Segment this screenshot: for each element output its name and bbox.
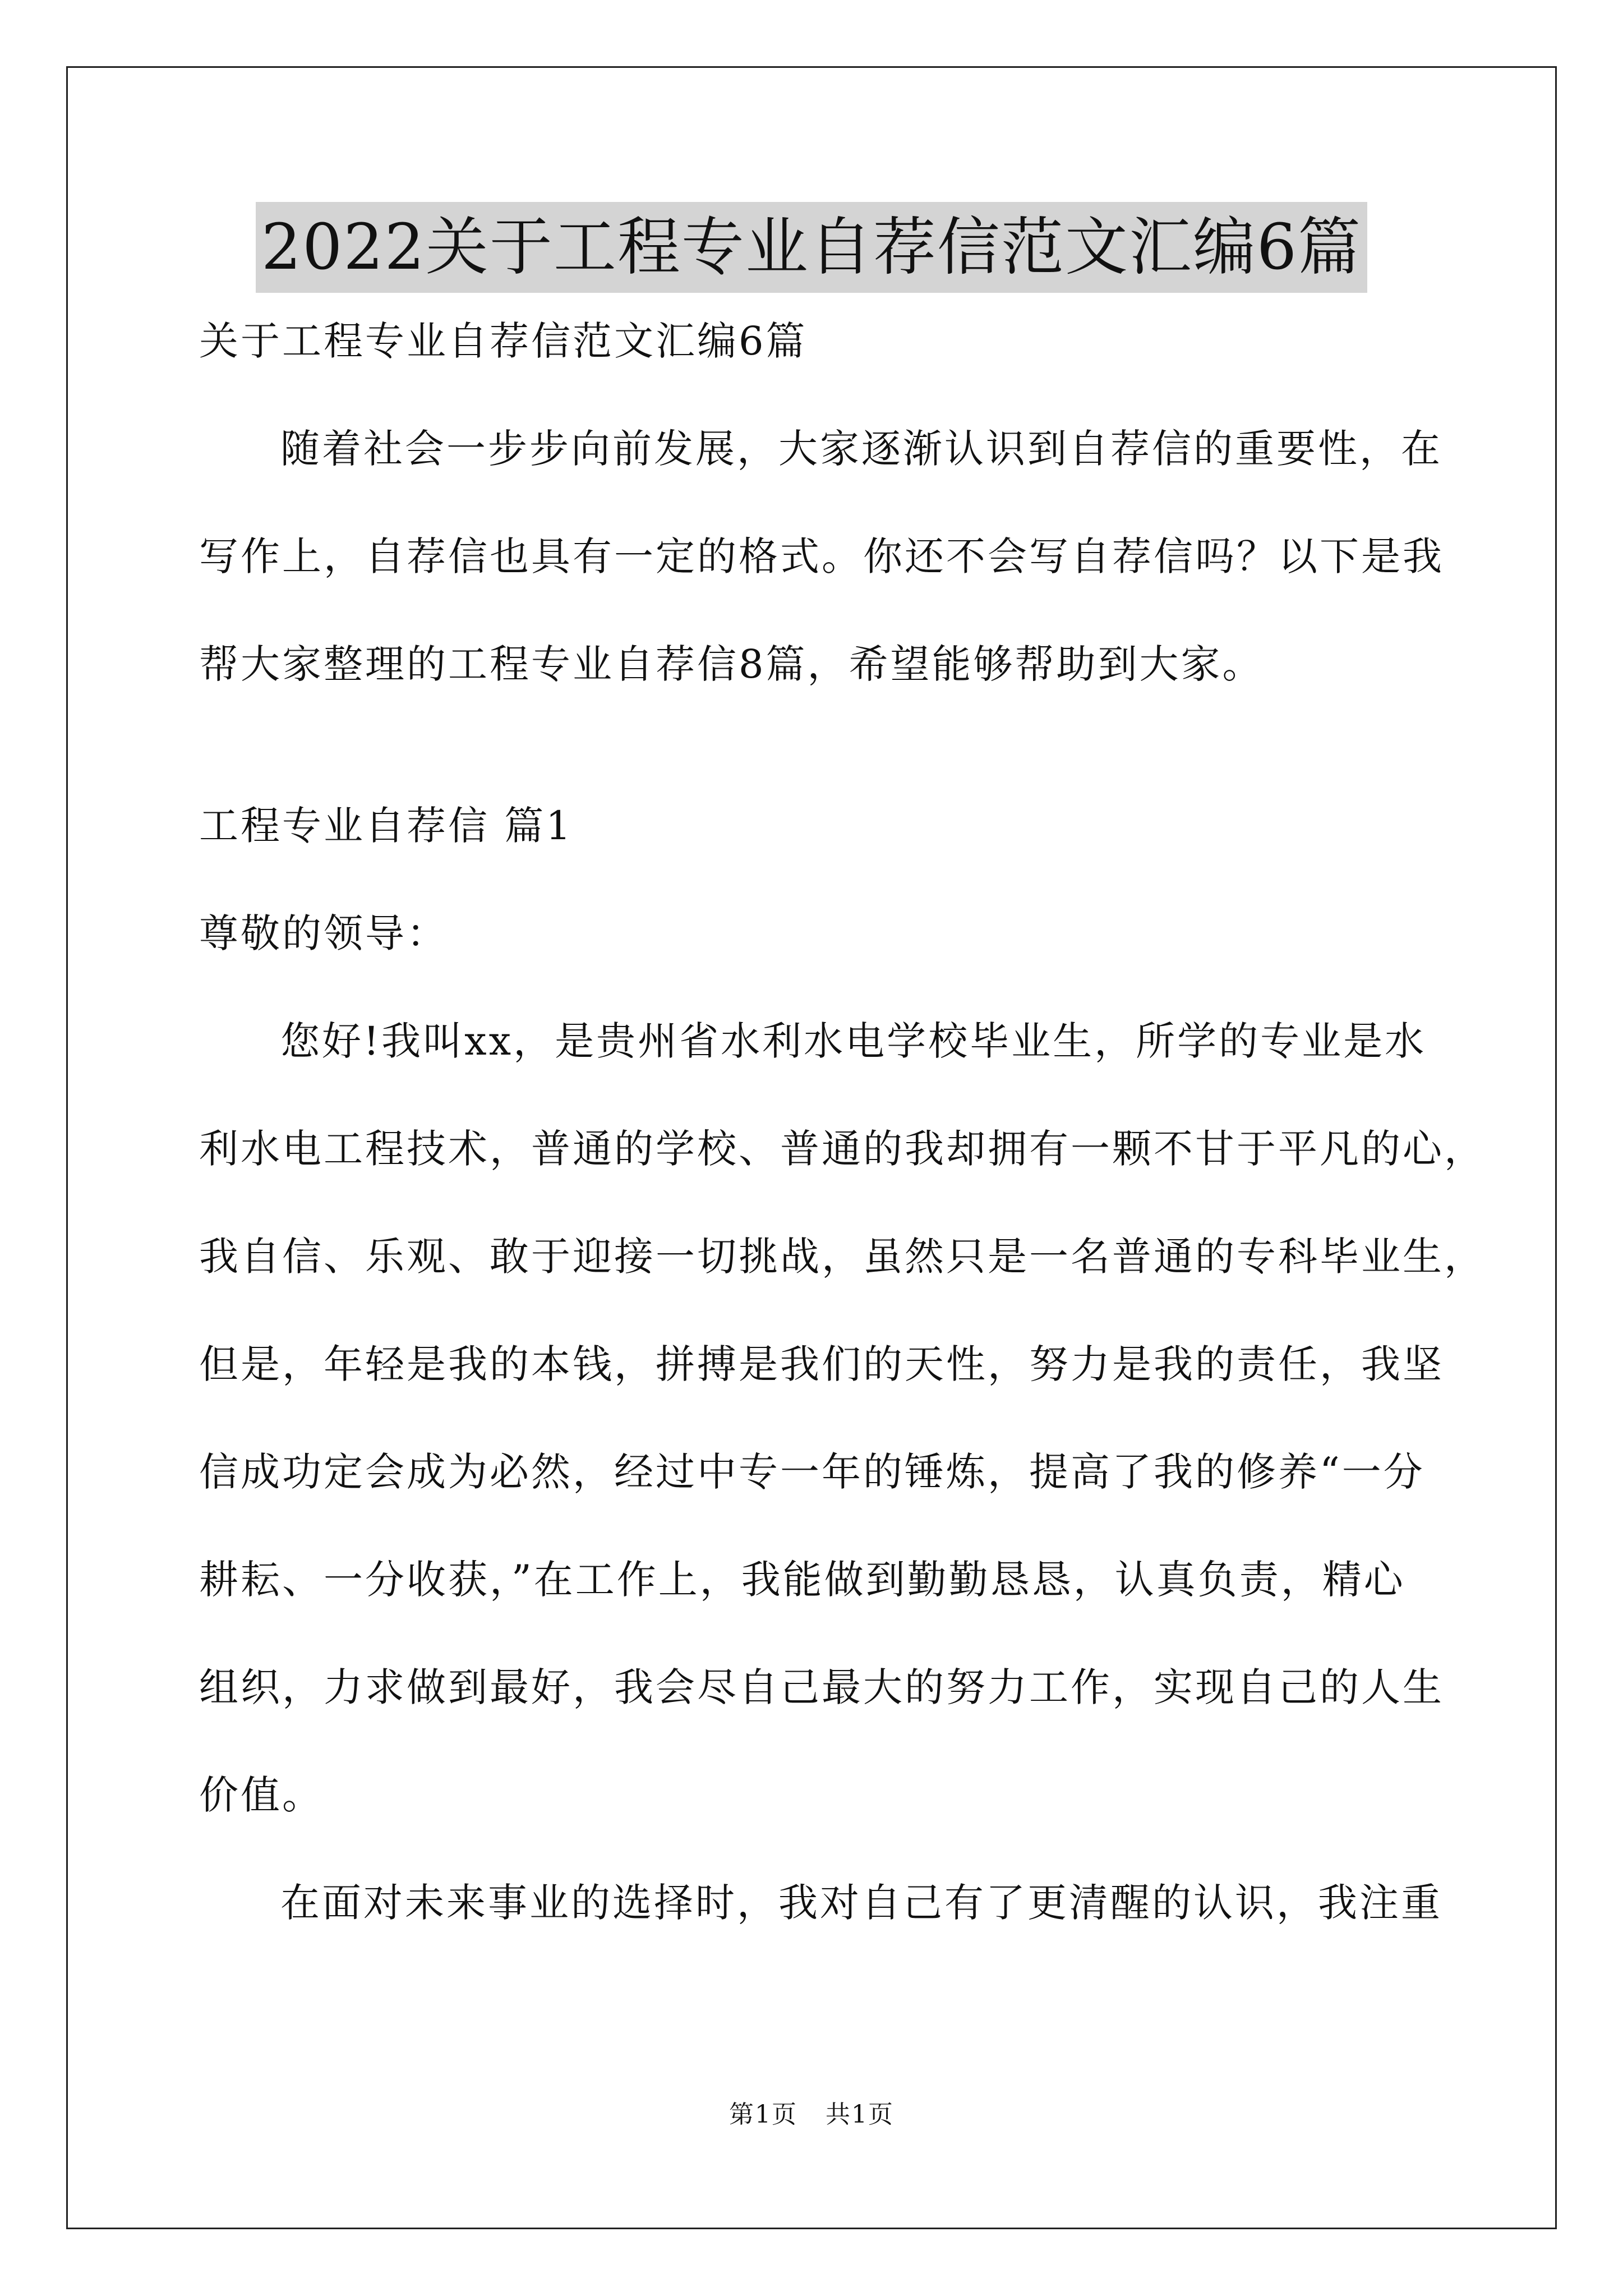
paragraph1-line: 价值。 — [199, 1772, 324, 1818]
salutation: 尊敬的领导： — [199, 910, 448, 956]
paragraph1-line: 耕耘、一分收获，”在工作上，我能做到勤勤恳恳，认真负责，精心 — [199, 1557, 1405, 1603]
paragraph2-line: 在面对未来事业的选择时，我对自己有了更清醒的认识，我注重 — [280, 1880, 1442, 1926]
document-body — [199, 314, 1486, 1984]
paragraph1-line: 我自信、乐观、敢于迎接一切挑战，虽然只是一名普通的专科毕业生， — [199, 1234, 1486, 1280]
section-heading: 工程专业自荐信 篇1 — [199, 803, 573, 849]
paragraph1-line: 您好!我叫xx，是贵州省水利水电学校毕业生，所学的专业是水 — [280, 1018, 1427, 1064]
paragraph1-line: 但是，年轻是我的本钱，拼搏是我们的天性，努力是我的责任，我坚 — [199, 1341, 1444, 1387]
page-number-current: 第1页 — [729, 2100, 797, 2129]
paragraph1-line: 组织，力求做到最好，我会尽自己最大的努力工作，实现自己的人生 — [199, 1664, 1444, 1710]
intro-line: 随着社会一步步向前发展，大家逐渐认识到自荐信的重要性，在 — [280, 426, 1442, 472]
intro-line: 帮大家整理的工程专业自荐信8篇，希望能够帮助到大家。 — [199, 641, 1264, 687]
page-footer — [0, 2098, 1623, 2132]
document-title-text: 2022关于工程专业自荐信范文汇编6篇 — [256, 202, 1367, 293]
subtitle: 关于工程专业自荐信范文汇编6篇 — [199, 318, 808, 364]
document-title — [0, 202, 1623, 293]
intro-line: 写作上，自荐信也具有一定的格式。你还不会写自荐信吗？以下是我 — [199, 533, 1444, 579]
paragraph1-line: 信成功定会成为必然，经过中专一年的锤炼，提高了我的修养“一分 — [199, 1449, 1425, 1495]
page-number-total: 共1页 — [826, 2100, 894, 2129]
paragraph1-line: 利水电工程技术，普通的学校、普通的我却拥有一颗不甘于平凡的心， — [199, 1126, 1486, 1172]
